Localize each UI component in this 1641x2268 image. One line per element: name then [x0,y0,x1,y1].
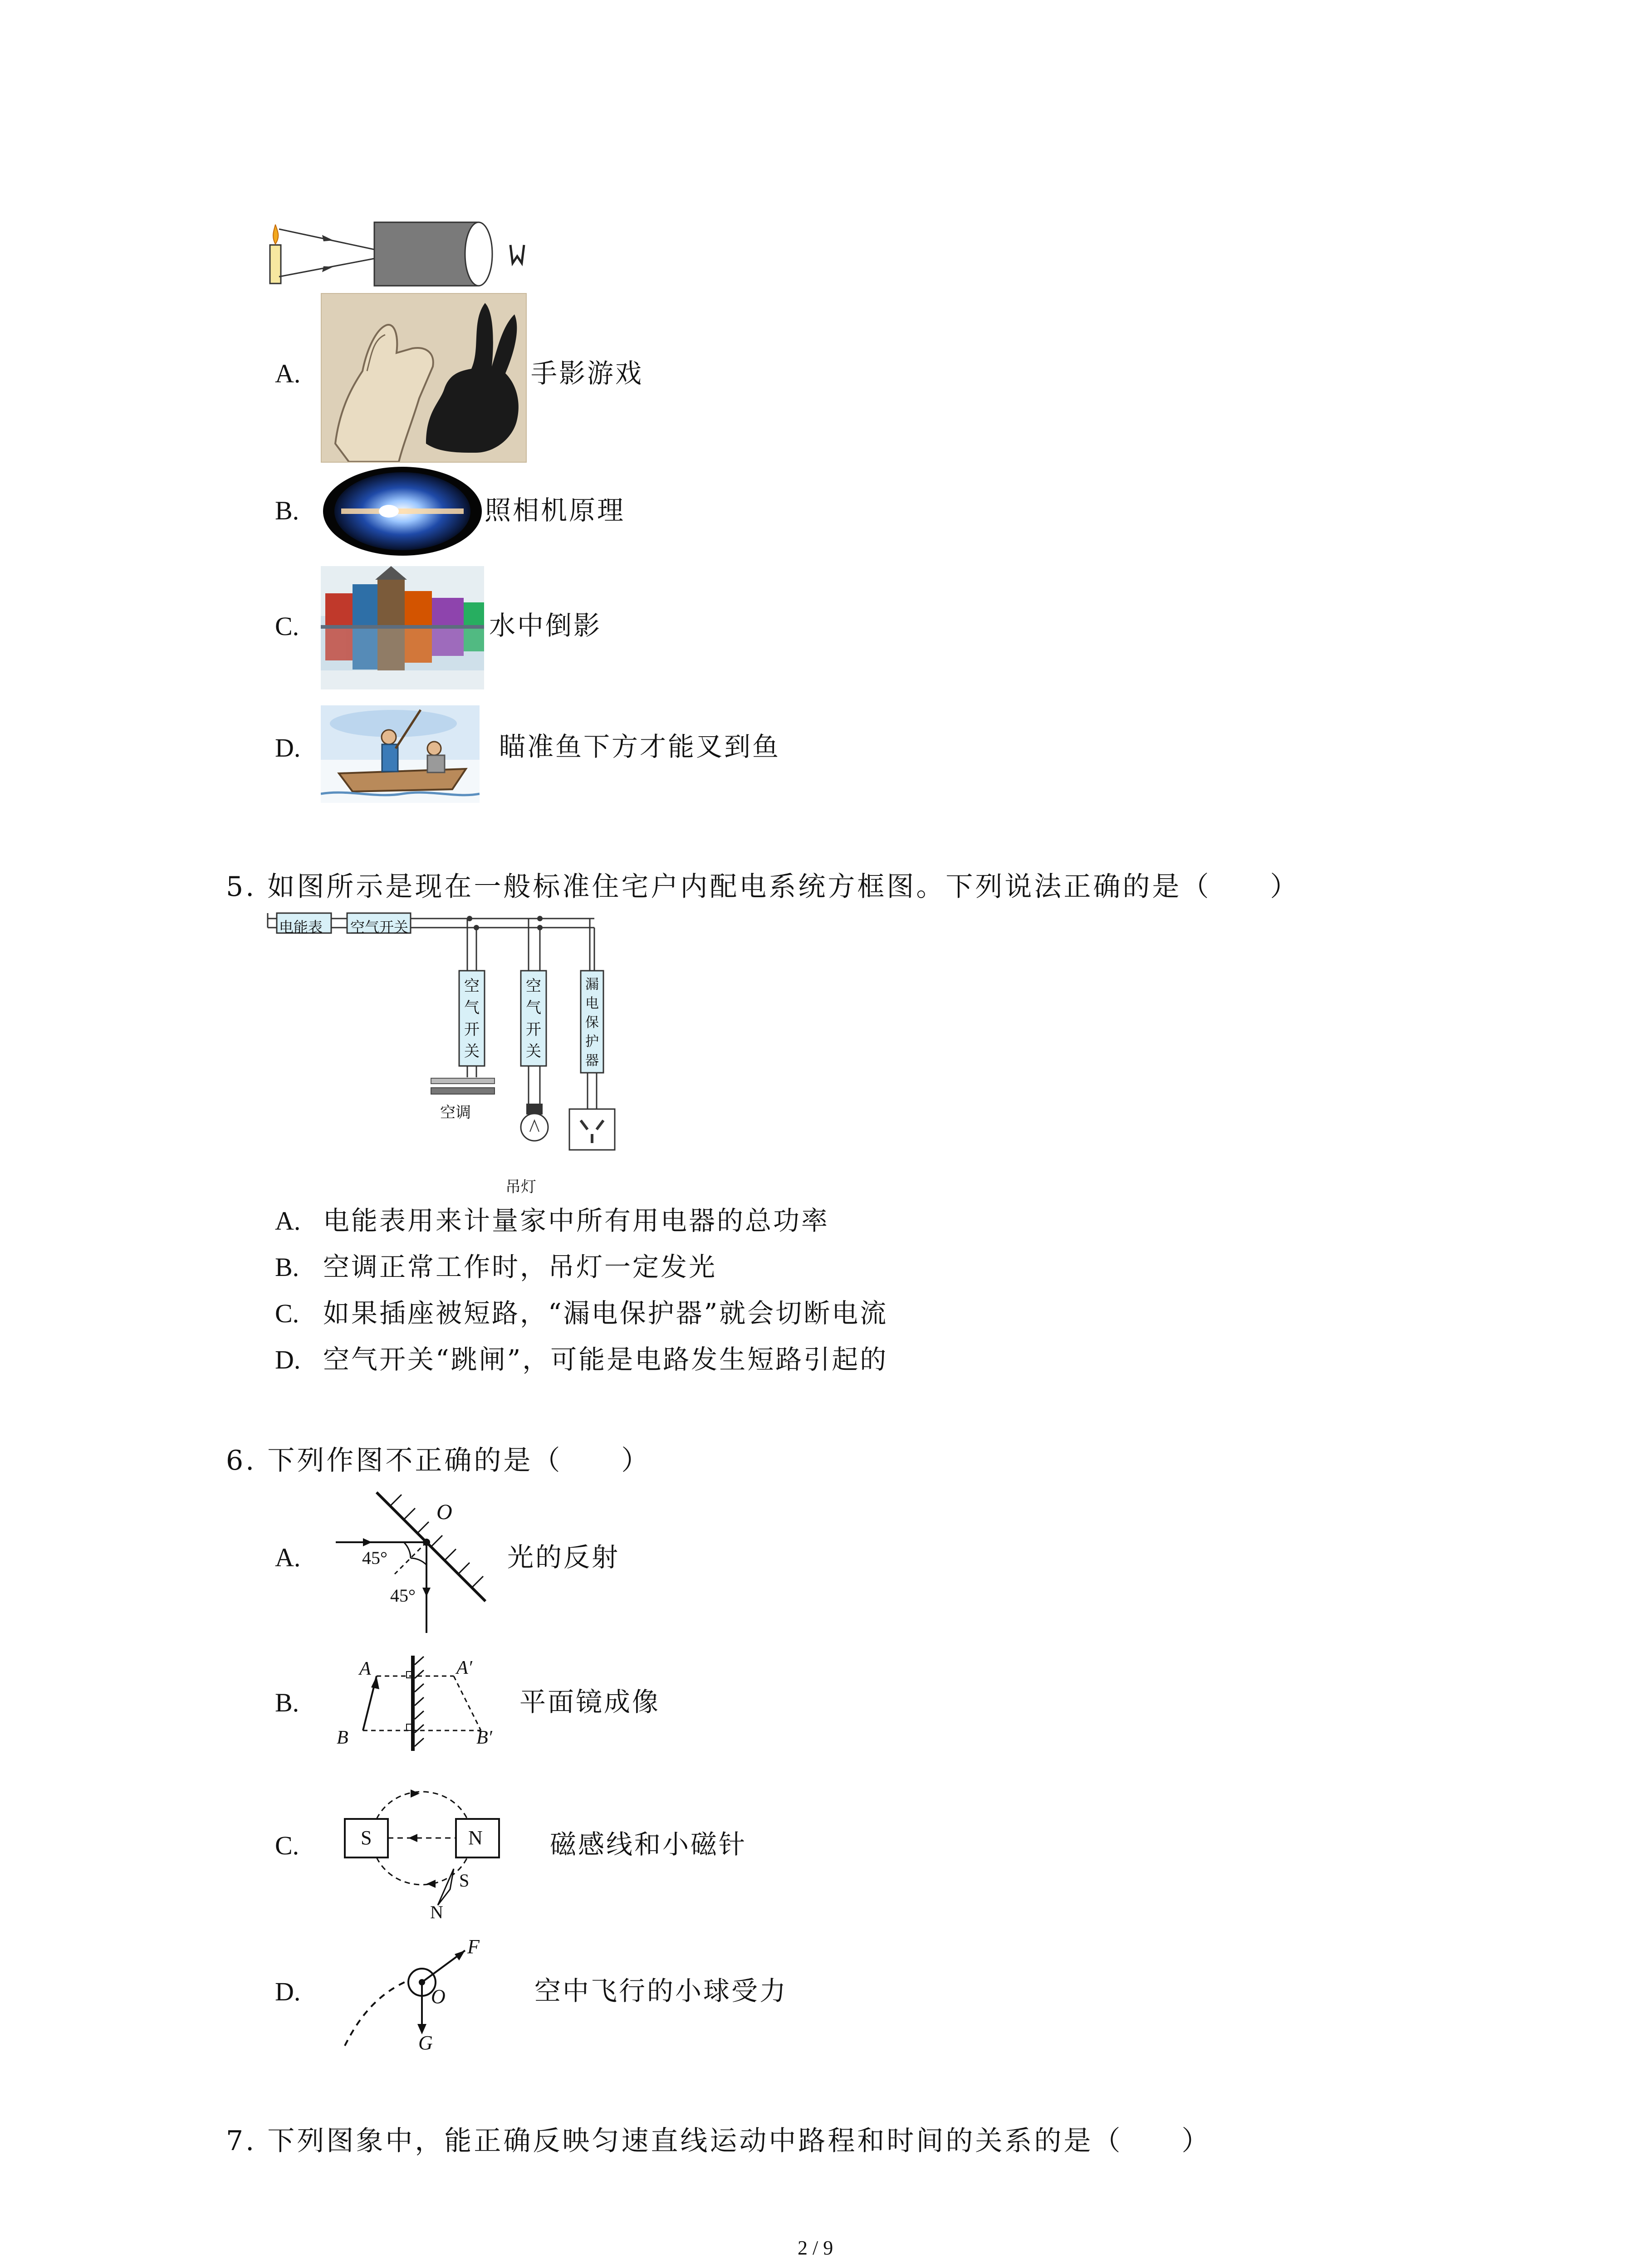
pinhole-figure [265,213,547,290]
q5-option-d-text: 空气开关“跳闸”，可能是电路发生短路引起的 [323,1344,888,1375]
q5-option-b-text: 空调正常工作时，吊灯一定发光 [323,1251,717,1282]
q5-option-c-label: C. [275,1299,299,1328]
q7-stem: 7. 下列图象中，能正确反映匀速直线运动中路程和时间的关系的是（ ） [226,2125,1211,2157]
point-a-prime-label: A′ [456,1657,472,1678]
ac-label: 空调 [440,1104,471,1122]
camera-lens-image [321,465,484,558]
main-switch-label: 空气开关 [350,919,409,936]
q6-stem: 6. 下列作图不正确的是（ ） [226,1445,651,1476]
point-a-label: A [359,1658,371,1679]
q4-option-b-label: B. [275,496,299,525]
socket-icon [569,1109,615,1150]
point-o-label: O [436,1500,452,1524]
q4-option-c-label: C. [275,611,299,641]
q6-option-d-label: D. [275,1977,301,2006]
lamp-label: 吊灯 [505,1178,536,1196]
q6-option-b-text: 平面镜成像 [519,1686,661,1717]
fishing-boat-image [321,705,480,803]
q5-option-a-label: A. [275,1206,301,1236]
q4-option-c-text: 水中倒影 [489,610,602,641]
meter-label: 电能表 [279,919,323,936]
q5-option-b-label: B. [275,1252,299,1282]
q6-option-b-label: B. [275,1688,299,1717]
q4-option-d-label: D. [275,733,301,763]
q5-circuit-diagram [268,909,622,1200]
magnet-figure [340,1783,513,1928]
distribution-diagram [268,909,622,1200]
q5-option-d-label: D. [275,1345,301,1374]
reflection-figure [318,1483,490,1637]
gravity-g-label: G [418,2032,433,2054]
magnet-s-label: S [361,1827,372,1849]
plane-mirror-figure [327,1651,499,1755]
center-o-label: O [431,1985,446,2008]
switch-1-label: 空 气 开 关 [464,977,480,1061]
q6-option-c-text: 磁感线和小磁针 [550,1829,747,1860]
q5-option-a-text: 电能表用来计量家中所有用电器的总功率 [323,1205,830,1236]
q6-option-c-label: C. [275,1831,299,1860]
needle-n-label: N [430,1902,443,1922]
hand-shadow-image [321,293,527,463]
magnet-n-label: N [468,1827,483,1849]
q6-option-d-text: 空中飞行的小球受力 [534,1975,788,2006]
force-f-label: F [467,1936,480,1958]
q4-option-a-text: 手影游戏 [531,358,644,389]
angle-2-label: 45° [390,1585,416,1606]
q6-option-a-label: A. [275,1543,301,1572]
q4-option-a-label: A. [275,359,301,388]
switch-2-label: 空 气 开 关 [526,977,541,1061]
water-reflection-image [321,566,484,689]
point-b-prime-label: B′ [476,1727,492,1748]
candle-icon [270,245,281,284]
q4-option-b-text: 照相机原理 [485,495,626,526]
pinhole-diagram [265,213,547,290]
needle-s-label: S [459,1870,470,1891]
leak-protector-label: 漏 电 保 护 器 [585,977,599,1069]
q5-stem: 5. 如图所示是现在一般标准住宅户内配电系统方框图。下列说法正确的是（ ） [226,871,1300,903]
q5-option-c-text: 如果插座被短路，“漏电保护器”就会切断电流 [323,1298,888,1329]
page-number: 2 / 9 [798,2237,833,2259]
q6-option-a-text: 光的反射 [507,1542,620,1573]
flying-ball-figure [336,1937,508,2055]
angle-1-label: 45° [362,1548,387,1568]
point-b-label: B [337,1727,348,1748]
lamp-icon [521,1114,548,1141]
q4-option-d-text: 瞄准鱼下方才能叉到鱼 [499,731,781,762]
ac-icon [431,1078,495,1084]
